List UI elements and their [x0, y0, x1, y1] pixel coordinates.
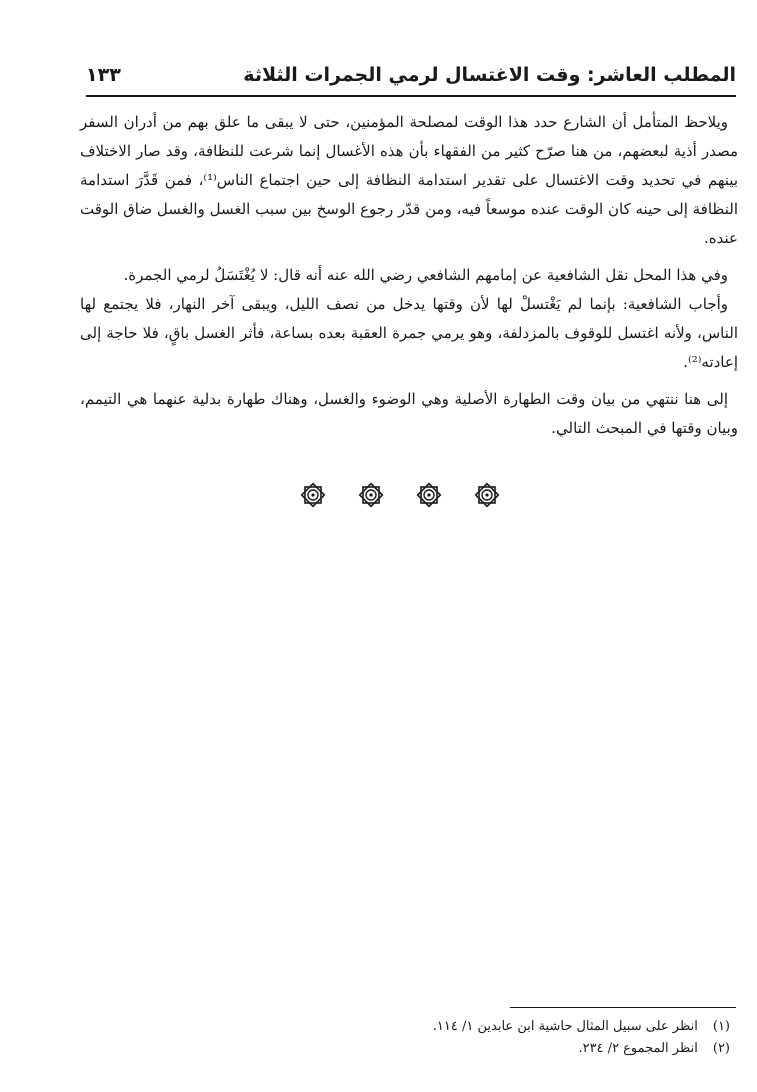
paragraph-3: وأجاب الشافعية: بإنما لم يَغْتسلْ لها لأن وقتها يدخل من نصف الليل، ويبقى آخر النهار، فلا يجتمع لها الناس، ولأنه اغتسل للوقوف بالمزدلفة، وهو يرمي جمرة العقبة بعده بساعة، فأثر الغسل باقٍ، فلا حاجة إلى إعادته⁽²⁾.	[80, 295, 738, 371]
star-ornament-icon	[358, 482, 384, 508]
section-divider	[300, 482, 500, 508]
running-title: المطلب العاشر: وقت الاغتسال لرمي الجمرات الثلاثة	[243, 64, 736, 86]
page-number: ١٣٣	[86, 64, 121, 86]
footnote-number: (١)	[712, 1019, 730, 1034]
header-rule	[86, 95, 736, 97]
paragraph-4: إلى هنا ننتهي من بيان وقت الطهارة الأصلية وهي الوضوء والغسل، وهناك طهارة بدلية عنهما هي التيمم، وبيان وقتها في المبحث التالي.	[80, 390, 738, 437]
footnote-number: (٢)	[712, 1041, 730, 1056]
star-ornament-icon	[416, 482, 442, 508]
footnote-text: انظر على سبيل المثال حاشية ابن عابدين ١/ ١١٤.	[432, 1019, 698, 1034]
body-text	[80, 108, 738, 451]
star-ornament-icon	[300, 482, 326, 508]
paragraph-2: وفي هذا المحل نقل الشافعية عن إمامهم الشافعي رضي الله عنه أنه قال: لا يُغْتَسَلُ لرمي الجمرة.	[123, 266, 728, 284]
paragraph-1: ويلاحظ المتأمل أن الشارع حدد هذا الوقت لمصلحة المؤمنين، حتى لا يبقى ما علق بهم من أدران السفر مصدر أذية لبعضهم، من هنا صرّح كثير من الفقهاء بأن هذه الأغسال إنما شرعت للنظافة، وقد صار الاختلاف بينهم في تحديد وقت الاغتسال على تقدير استدامة النظافة إلى حين اجتماع الناس⁽¹⁾، فمن قَدَّرَ استدامة النظافة إلى حينه كان الوقت عنده موسعاً فيه، ومن قدّر رجوع الوسخ بين سبب الغسل والغسل ضاق الوقت عنده.	[80, 113, 738, 247]
star-ornament-icon	[474, 482, 500, 508]
footnote-rule	[510, 1007, 736, 1008]
footnote-text: انظر المجموع ٢/ ٢٣٤.	[578, 1041, 698, 1056]
footnotes	[330, 1016, 730, 1060]
page-header	[86, 60, 736, 94]
footnote-1	[330, 1016, 730, 1038]
footnote-2	[330, 1038, 730, 1060]
